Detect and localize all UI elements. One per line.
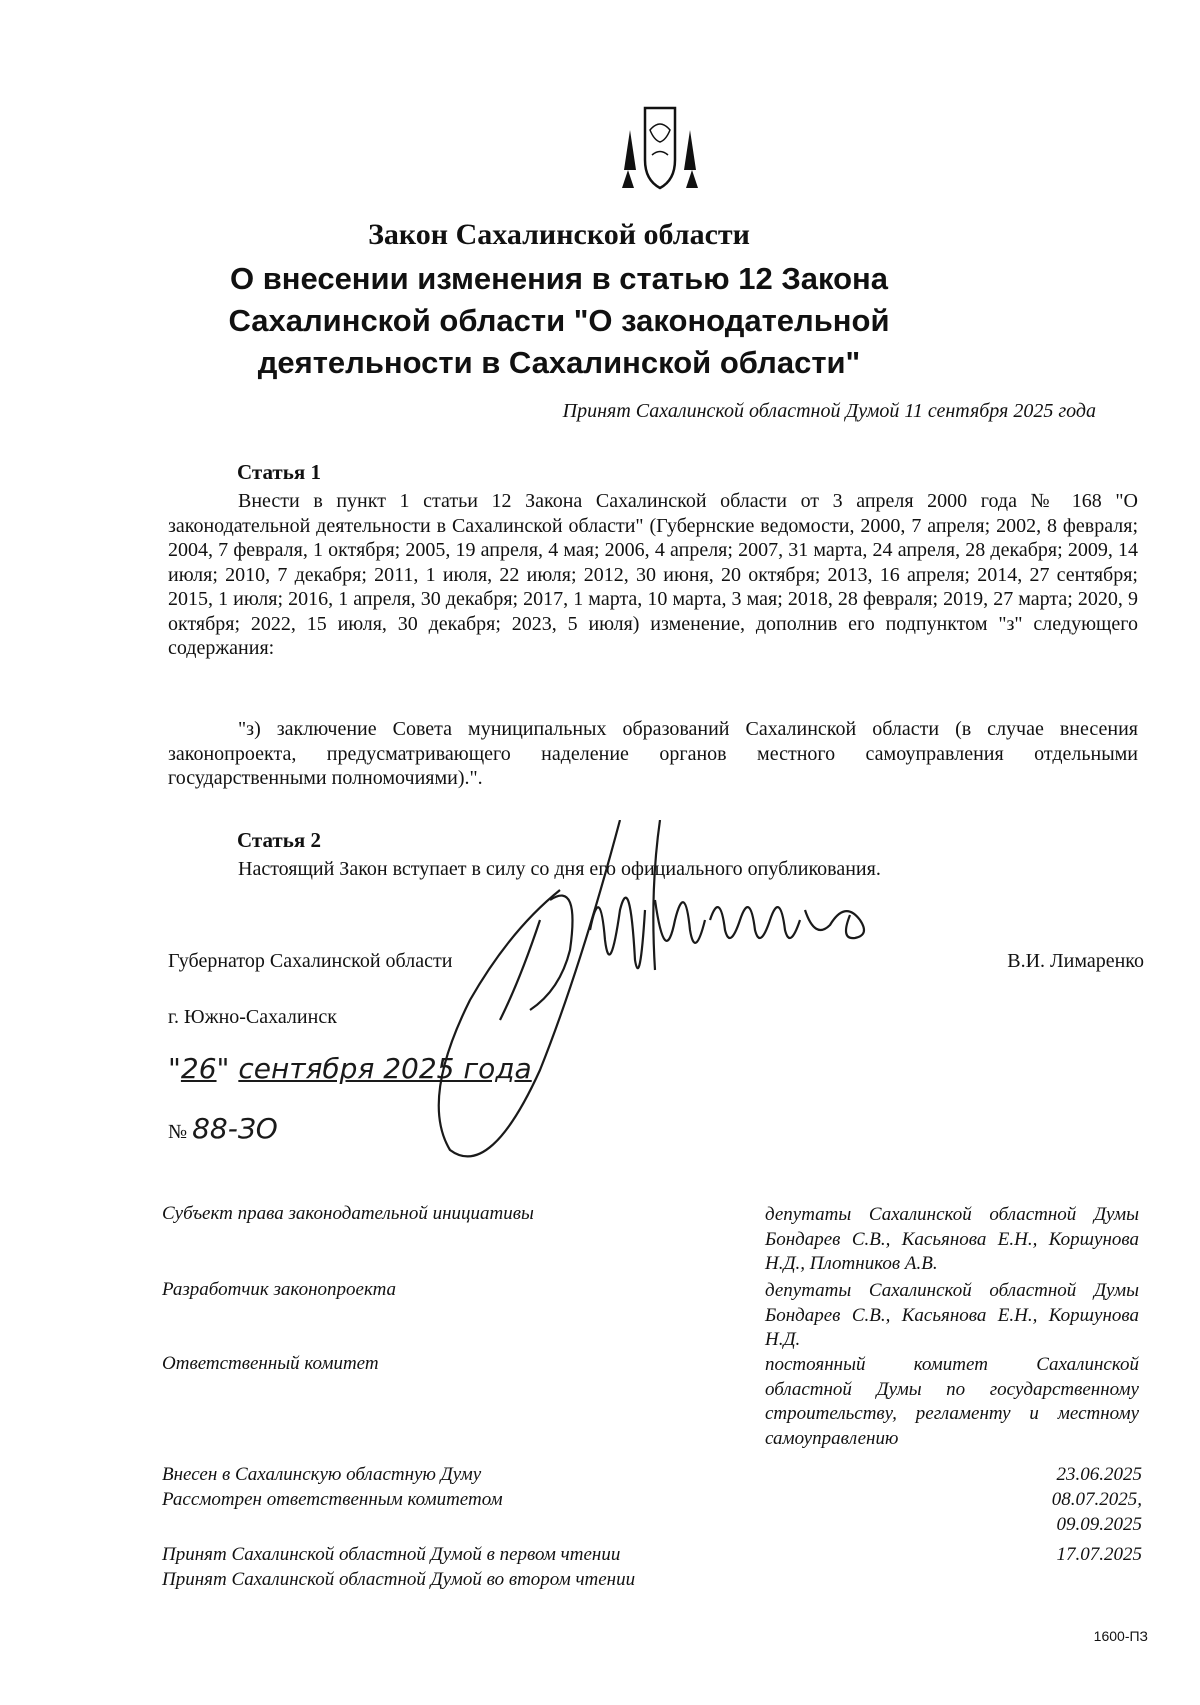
adopted-note: Принят Сахалинской областной Думой 11 сентября 2025 года — [562, 400, 1096, 422]
law-number: 88-ЗО — [192, 1112, 278, 1145]
governor-name: В.И. Лимаренко — [1007, 950, 1144, 972]
committee-value: постоянный комитет Сахалинской областной Думы по государственному строительству, регламенту и местному самоуправлению — [765, 1354, 1139, 1449]
article-2-text: Настоящий Закон вступает в силу со дня его официального опубликования. — [238, 858, 881, 880]
first-reading-date: 17.07.2025 — [1056, 1544, 1142, 1565]
governor-position: Губернатор Сахалинской области — [168, 950, 453, 972]
second-reading-label: Принят Сахалинской областной Думой во втором чтении — [162, 1569, 636, 1590]
number-row — [168, 1112, 278, 1145]
initiative-label: Субъект права законодательной инициативы — [162, 1203, 534, 1224]
developer-value: депутаты Сахалинской областной Думы Бондарев С.В., Касьянова Е.Н., Коршунова Н.Д. — [765, 1280, 1139, 1350]
governor-signature — [430, 820, 950, 1180]
article-2-heading: Статья 2 — [237, 828, 321, 852]
developer-label: Разработчик законопроекта — [162, 1279, 397, 1300]
law-subtitle — [0, 258, 1200, 384]
first-reading-label: Принят Сахалинской областной Думой в первом чтении — [162, 1544, 621, 1565]
subtitle-line: Сахалинской области "О законодательной — [228, 303, 890, 338]
date-month-year: сентября 2025 года — [238, 1052, 532, 1085]
submitted-date: 23.06.2025 — [1056, 1464, 1142, 1485]
committee-label: Ответственный комитет — [162, 1353, 379, 1374]
date-quote-open: " — [168, 1052, 181, 1085]
number-label: № — [168, 1121, 188, 1143]
subtitle-line: О внесении изменения в статью 12 Закона — [229, 261, 888, 296]
article-1-quote: "з) заключение Совета муниципальных образований Сахалинской области (в случае внесения законопроекта, предусматривающего наделение органов местного самоуправления отдельными государственными полномочиями).". — [168, 718, 1138, 789]
submitted-label: Внесен в Сахалинскую областную Думу — [162, 1464, 482, 1485]
article-1-heading: Статья 1 — [237, 460, 321, 484]
date-day: 26 — [180, 1052, 217, 1085]
article-1-text: Внести в пункт 1 статьи 12 Закона Сахалинской области от 3 апреля 2000 года № 168 "О законодательной деятельности в Сахалинской области" (Губернские ведомости, 2000, 7 апреля; 2002, 8 февраля; 2004, 7 февраля, 1 октября; 2005, 19 апреля, 4 мая; 2006, 4 апреля; 2007, 31 марта, 24 апреля, 28 декабря; 2009, 14 июля; 2010, 7 декабря; 2011, 1 июля, 22 июля; 2012, 30 июня, 20 октября; 2013, 16 апреля; 2014, 27 сентября; 2015, 1 июля; 2016, 1 апреля, 30 декабря; 2017, 1 марта, 10 марта, 3 мая; 2018, 28 февраля; 2019, 27 марта; 2020, 9 октября; 2022, 15 июля, 30 декабря; 2023, 5 июля) изменение, дополнив его подпунктом "з" следующего содержания: — [168, 490, 1138, 659]
reviewed-date-2: 09.09.2025 — [1056, 1514, 1142, 1535]
date-quote-close: " — [216, 1052, 230, 1085]
law-title: Закон Сахалинской области — [368, 218, 750, 251]
subtitle-line: деятельности в Сахалинской области" — [257, 345, 861, 380]
coat-of-arms-emblem — [620, 100, 700, 210]
city-label: г. Южно-Сахалинск — [168, 1006, 337, 1028]
document-code: 1600-ПЗ — [1093, 1628, 1148, 1644]
reviewed-label: Рассмотрен ответственным комитетом — [162, 1489, 503, 1510]
reviewed-date-1: 08.07.2025, — [1051, 1489, 1142, 1510]
initiative-value: депутаты Сахалинской областной Думы Бондарев С.В., Касьянова Е.Н., Коршунова Н.Д., Плотников А.В. — [765, 1204, 1139, 1274]
